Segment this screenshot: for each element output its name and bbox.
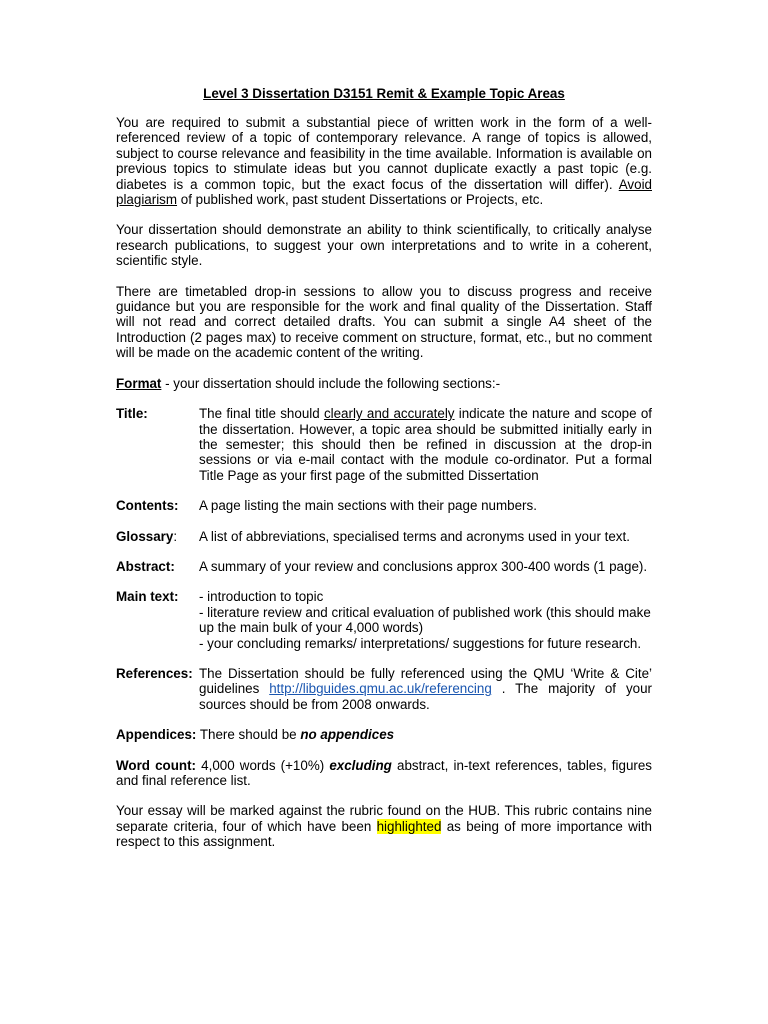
word-count-line xyxy=(116,758,652,789)
glossary-colon: : xyxy=(173,528,178,544)
references-text: The Dissertation should be fully referenced using the QMU ‘Write & Cite’ guidelines xyxy=(199,665,652,697)
referencing-link[interactable]: http://libguides.qmu.ac.uk/referencing xyxy=(269,681,492,697)
intro-text-end: of published work, past student Dissertations or Projects, etc. xyxy=(177,192,544,208)
scientific-paragraph: Your dissertation should demonstrate an ability to think scientifically, to critically analyse research publications, to suggest your own interpretations and to write in a coherent, scientific style. xyxy=(116,222,652,269)
rubric-text-end: as being of more importance with respect to this assignment. xyxy=(116,818,652,850)
glossary-label: Glossary xyxy=(116,528,174,544)
main-text-line: - literature review and critical evaluation of published work (this should make up the main bulk of your 4,000 words) xyxy=(199,604,651,636)
no-appendices-text: no appendices xyxy=(300,727,395,743)
section-label xyxy=(116,529,199,544)
section-text-end: indicate the nature and scope of the dissertation. However, a topic area should be submitted initially early in the semester; this should then be refined in discussion at the drop-in sessions or via e-mail contact with the module co-ordinator. Put a formal Title Page as your first page of the submitted Dissertation xyxy=(199,406,652,483)
section-body: A page listing the main sections with their page numbers. xyxy=(199,498,537,514)
rubric-paragraph xyxy=(116,803,652,849)
section-body: A list of abbreviations, specialised terms and acronyms used in your text. xyxy=(199,528,630,544)
dropin-paragraph: There are timetabled drop-in sessions to allow you to discuss progress and receive guidance but you are responsible for the work and final quality of the Dissertation. Staff will not read and correct detailed drafts. You can submit a single A4 sheet of the Introduction (2 pages max) to receive comment on structure, format, etc., but no comment will be made on the academic content of the writing. xyxy=(116,283,652,361)
rubric-text: Your essay will be marked against the rubric found on the HUB. This rubric contains nine separate criteria, four of which have been xyxy=(116,803,652,834)
section-main-text-row xyxy=(116,589,652,651)
section-label: Contents: xyxy=(116,498,179,514)
section-label: Title: xyxy=(116,406,148,422)
section-references-row xyxy=(116,666,652,712)
word-count-label: Word count: xyxy=(116,757,197,773)
section-label: References: xyxy=(116,665,193,681)
main-text-line: - your concluding remarks/ interpretations/ suggestions for future research. xyxy=(199,635,642,651)
word-count-text-end: abstract, in-text references, tables, figures and final reference list. xyxy=(116,757,652,788)
intro-text: You are required to submit a substantial piece of written work in the form of a well-referenced review of a topic of contemporary relevance. A range of topics is allowed, subject to course relevance and feasibility in the time available. Information is available on previous topics to stimulate ideas but you cannot duplicate exactly a past topic (e.g. diabetes is a common topic, but the exact focus of the dissertation will differ). xyxy=(116,115,652,192)
section-glossary-row xyxy=(116,529,652,544)
section-abstract-row xyxy=(116,559,652,574)
document-body xyxy=(116,86,652,865)
format-text: - your dissertation should include the following sections:- xyxy=(161,375,501,391)
clearly-accurately-text: clearly and accurately xyxy=(323,406,455,422)
section-label: Main text: xyxy=(116,589,179,605)
section-body xyxy=(199,406,652,483)
format-label: Format xyxy=(116,375,162,391)
appendices-line xyxy=(116,727,652,742)
section-body: A summary of your review and conclusions approx 300-400 words (1 page). xyxy=(199,558,648,574)
main-text-line: - introduction to topic xyxy=(199,589,324,605)
highlighted-text: highlighted xyxy=(376,818,442,834)
section-contents-row xyxy=(116,498,652,513)
word-count-text: 4,000 words (+10%) xyxy=(196,757,330,773)
avoid-plagiarism-text: Avoid plagiarism xyxy=(116,176,652,208)
section-title-row xyxy=(116,406,652,483)
section-text: The final title should xyxy=(199,406,324,422)
appendices-text: There should be xyxy=(196,727,301,743)
section-body xyxy=(199,589,652,651)
excluding-text: excluding xyxy=(329,757,392,773)
intro-paragraph xyxy=(116,115,652,207)
document-title: Level 3 Dissertation D3151 Remit & Example Topic Areas xyxy=(203,86,565,101)
section-body xyxy=(199,666,652,712)
format-heading xyxy=(116,376,652,391)
appendices-label: Appendices: xyxy=(116,727,197,743)
references-text-end: . The majority of your sources should be from 2008 onwards. xyxy=(199,681,652,712)
section-label: Abstract: xyxy=(116,558,175,574)
